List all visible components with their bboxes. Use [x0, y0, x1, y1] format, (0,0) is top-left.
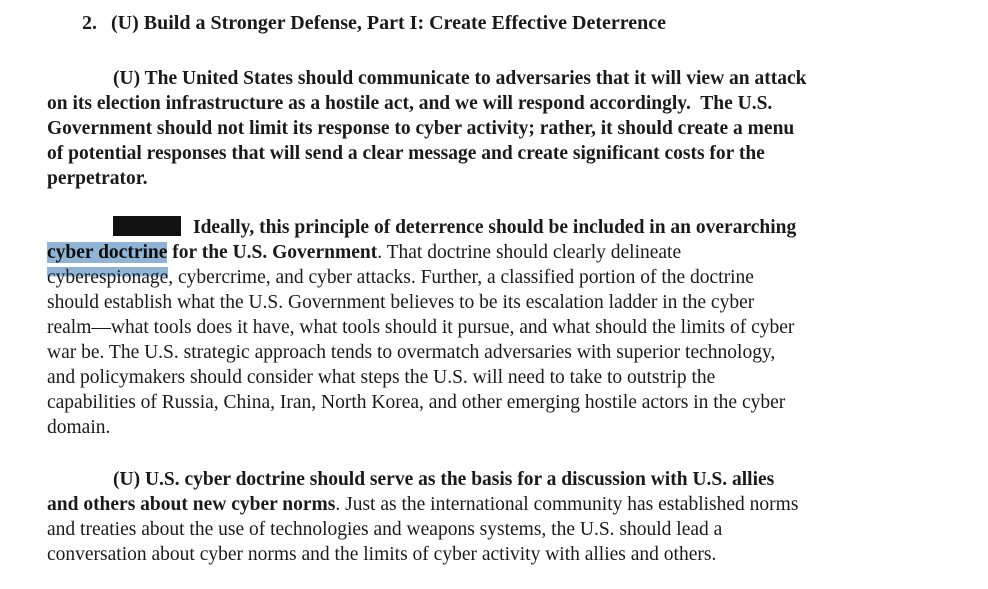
- paragraph-line: capabilities of Russia, China, Iran, North Korea, and other emerging hostile actors in the cyber: [47, 392, 786, 413]
- selected-text[interactable]: cyber doctrine: [47, 242, 168, 263]
- paragraph-line: and treaties about the use of technologies and weapons systems, the U.S. should lead a: [47, 519, 723, 540]
- paragraph-line: of potential responses that will send a clear message and create significant costs for the: [47, 143, 765, 164]
- paragraph-cyber-norms: [47, 467, 927, 567]
- paragraph-deterrence-communication: [47, 66, 927, 191]
- paragraph-line: cyber doctrine for the U.S. Government. That doctrine should clearly delineate: [47, 242, 682, 263]
- paragraph-line: realm—what tools does it have, what tools should it pursue, and what should the limits of cyber: [47, 317, 795, 338]
- paragraph-line: Government should not limit its response to cyber activity; rather, it should create a menu: [47, 118, 795, 139]
- paragraph-line: domain.: [47, 417, 111, 438]
- paragraph-line: (U) U.S. cyber doctrine should serve as the basis for a discussion with U.S. allies: [113, 469, 775, 490]
- paragraph-line: on its election infrastructure as a hostile act, and we will respond accordingly. The U.S.: [47, 93, 773, 114]
- selected-text-tail[interactable]: cyberespionage: [47, 267, 169, 288]
- paragraph-line: Ideally, this principle of deterrence should be included in an overarching: [47, 215, 927, 240]
- paragraph-line: (U) The United States should communicate to adversaries that it will view an attack: [113, 68, 807, 89]
- section-heading: [82, 12, 666, 35]
- paragraph-line: conversation about cyber norms and the limits of cyber activity with allies and others.: [47, 544, 717, 565]
- paragraph-line: and policymakers should consider what steps the U.S. will need to take to outstrip the: [47, 367, 716, 388]
- paragraph-line: should establish what the U.S. Government believes to be its escalation ladder in the cyber: [47, 292, 755, 313]
- section-title: (U) Build a Stronger Defense, Part I: Create Effective Deterrence: [111, 12, 666, 34]
- paragraph-line: cyberespionage, cybercrime, and cyber attacks. Further, a classified portion of the doctrine: [47, 267, 754, 288]
- redaction-block: [113, 216, 181, 236]
- paragraph-line: and others about new cyber norms. Just as the international community has established norms: [47, 494, 799, 515]
- section-number: 2.: [82, 12, 97, 34]
- paragraph-line: war be. The U.S. strategic approach tends to overmatch adversaries with superior technology,: [47, 342, 776, 363]
- paragraph-cyber-doctrine: [47, 215, 927, 440]
- paragraph-line: perpetrator.: [47, 168, 148, 189]
